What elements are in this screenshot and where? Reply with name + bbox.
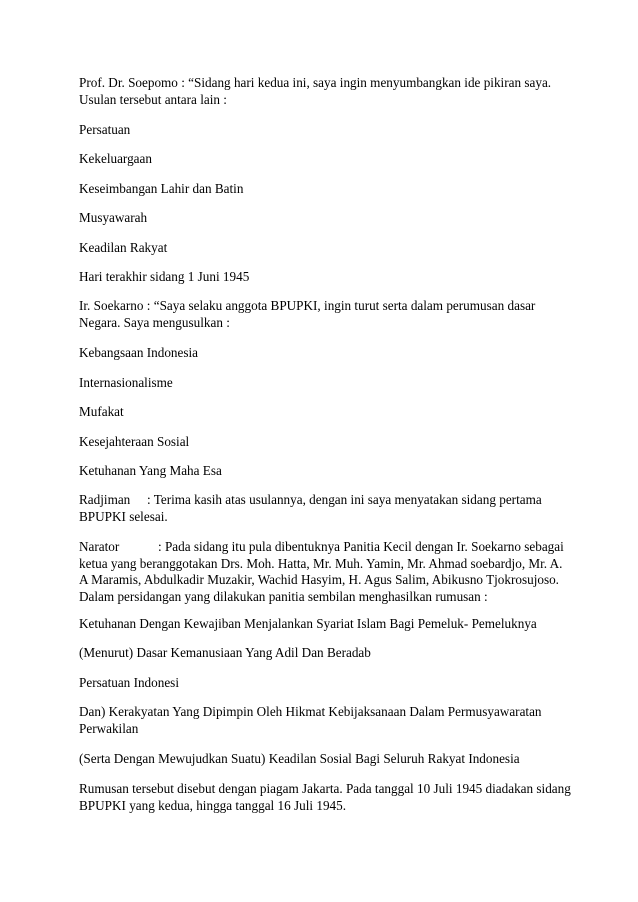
- text-line: Ketuhanan Yang Maha Esa: [79, 463, 222, 478]
- text-line: Usulan tersebut antara lain :: [79, 91, 227, 107]
- text-line: [79, 492, 559, 509]
- list-item: [79, 345, 559, 362]
- text-line: Dalam persidangan yang dilakukan panitia sembilan menghasilkan rumusan :: [79, 588, 488, 604]
- text-line: Persatuan Indonesi: [79, 675, 179, 690]
- paragraph-radjiman: [79, 492, 559, 525]
- speaker-name: Radjiman: [79, 492, 131, 507]
- text-line: (Menurut) Dasar Kemanusiaan Yang Adil Dan Beradab: [79, 645, 371, 660]
- text-line: Kekeluargaan: [79, 151, 152, 166]
- list-item: [79, 240, 559, 257]
- list-item: [79, 751, 559, 768]
- text-line: Musyawarah: [79, 210, 148, 225]
- list-item: [79, 210, 559, 227]
- text-line: (Serta Dengan Mewujudkan Suatu) Keadilan Sosial Bagi Seluruh Rakyat Indonesia: [79, 751, 520, 766]
- text-line: Ketuhanan Dengan Kewajiban Menjalankan Syariat Islam Bagi Pemeluk- Pemeluknya: [79, 616, 537, 631]
- speaker-text: : Terima kasih atas usulannya, dengan ini saya menyatakan sidang pertama: [147, 492, 542, 507]
- list-item: [79, 463, 559, 480]
- text-line: Hari terakhir sidang 1 Juni 1945: [79, 269, 250, 284]
- list-item: [79, 675, 559, 692]
- text-line: ketua yang beranggotakan Drs. Moh. Hatta, Mr. Muh. Yamin, Mr. Ahmad soebardjo, Mr. A.: [79, 555, 563, 571]
- list-item: [79, 122, 559, 139]
- paragraph-closing: [79, 781, 571, 814]
- paragraph-narator: [79, 539, 564, 605]
- text-line: Kebangsaan Indonesia: [79, 345, 199, 360]
- text-line: BPUPKI selesai.: [79, 508, 168, 524]
- text-line: Internasionalisme: [79, 375, 173, 390]
- list-item: [79, 434, 559, 451]
- text-line: Ir. Soekarno : “Saya selaku anggota BPUPKI, ingin turut serta dalam perumusan dasar: [79, 298, 536, 313]
- text-line: Keseimbangan Lahir dan Batin: [79, 181, 244, 196]
- list-item: [79, 375, 559, 392]
- list-item: [79, 151, 559, 168]
- paragraph-date: [79, 269, 559, 286]
- list-item: [79, 645, 559, 662]
- text-line: Persatuan: [79, 122, 131, 137]
- list-item: [79, 404, 559, 421]
- text-line: BPUPKI yang kedua, hingga tanggal 16 Juli 1945.: [79, 797, 347, 813]
- speaker-name: Narator: [79, 539, 120, 554]
- paragraph-soekarno: [79, 298, 559, 331]
- text-line: Negara. Saya mengusulkan :: [79, 314, 230, 330]
- text-line: Perwakilan: [79, 720, 139, 736]
- list-item: [79, 616, 559, 633]
- text-line: Kesejahteraan Sosial: [79, 434, 190, 449]
- text-line: Rumusan tersebut disebut dengan piagam Jakarta. Pada tanggal 10 Juli 1945 diadakan sidang: [79, 781, 571, 796]
- text-line: Mufakat: [79, 404, 124, 419]
- list-item: [79, 704, 559, 737]
- text-line: A Maramis, Abdulkadir Muzakir, Wachid Hasyim, H. Agus Salim, Abikusno Tjokrosujoso.: [79, 572, 559, 588]
- text-line: Keadilan Rakyat: [79, 240, 168, 255]
- text-line: Prof. Dr. Soepomo : “Sidang hari kedua ini, saya ingin menyumbangkan ide pikiran saya.: [79, 75, 552, 90]
- text-line: [79, 539, 564, 556]
- list-item: [79, 181, 559, 198]
- paragraph-soepomo: [79, 75, 559, 108]
- speaker-text: : Pada sidang itu pula dibentuknya Panitia Kecil dengan Ir. Soekarno sebagai: [158, 539, 564, 554]
- text-line: Dan) Kerakyatan Yang Dipimpin Oleh Hikmat Kebijaksanaan Dalam Permusyawaratan: [79, 704, 542, 719]
